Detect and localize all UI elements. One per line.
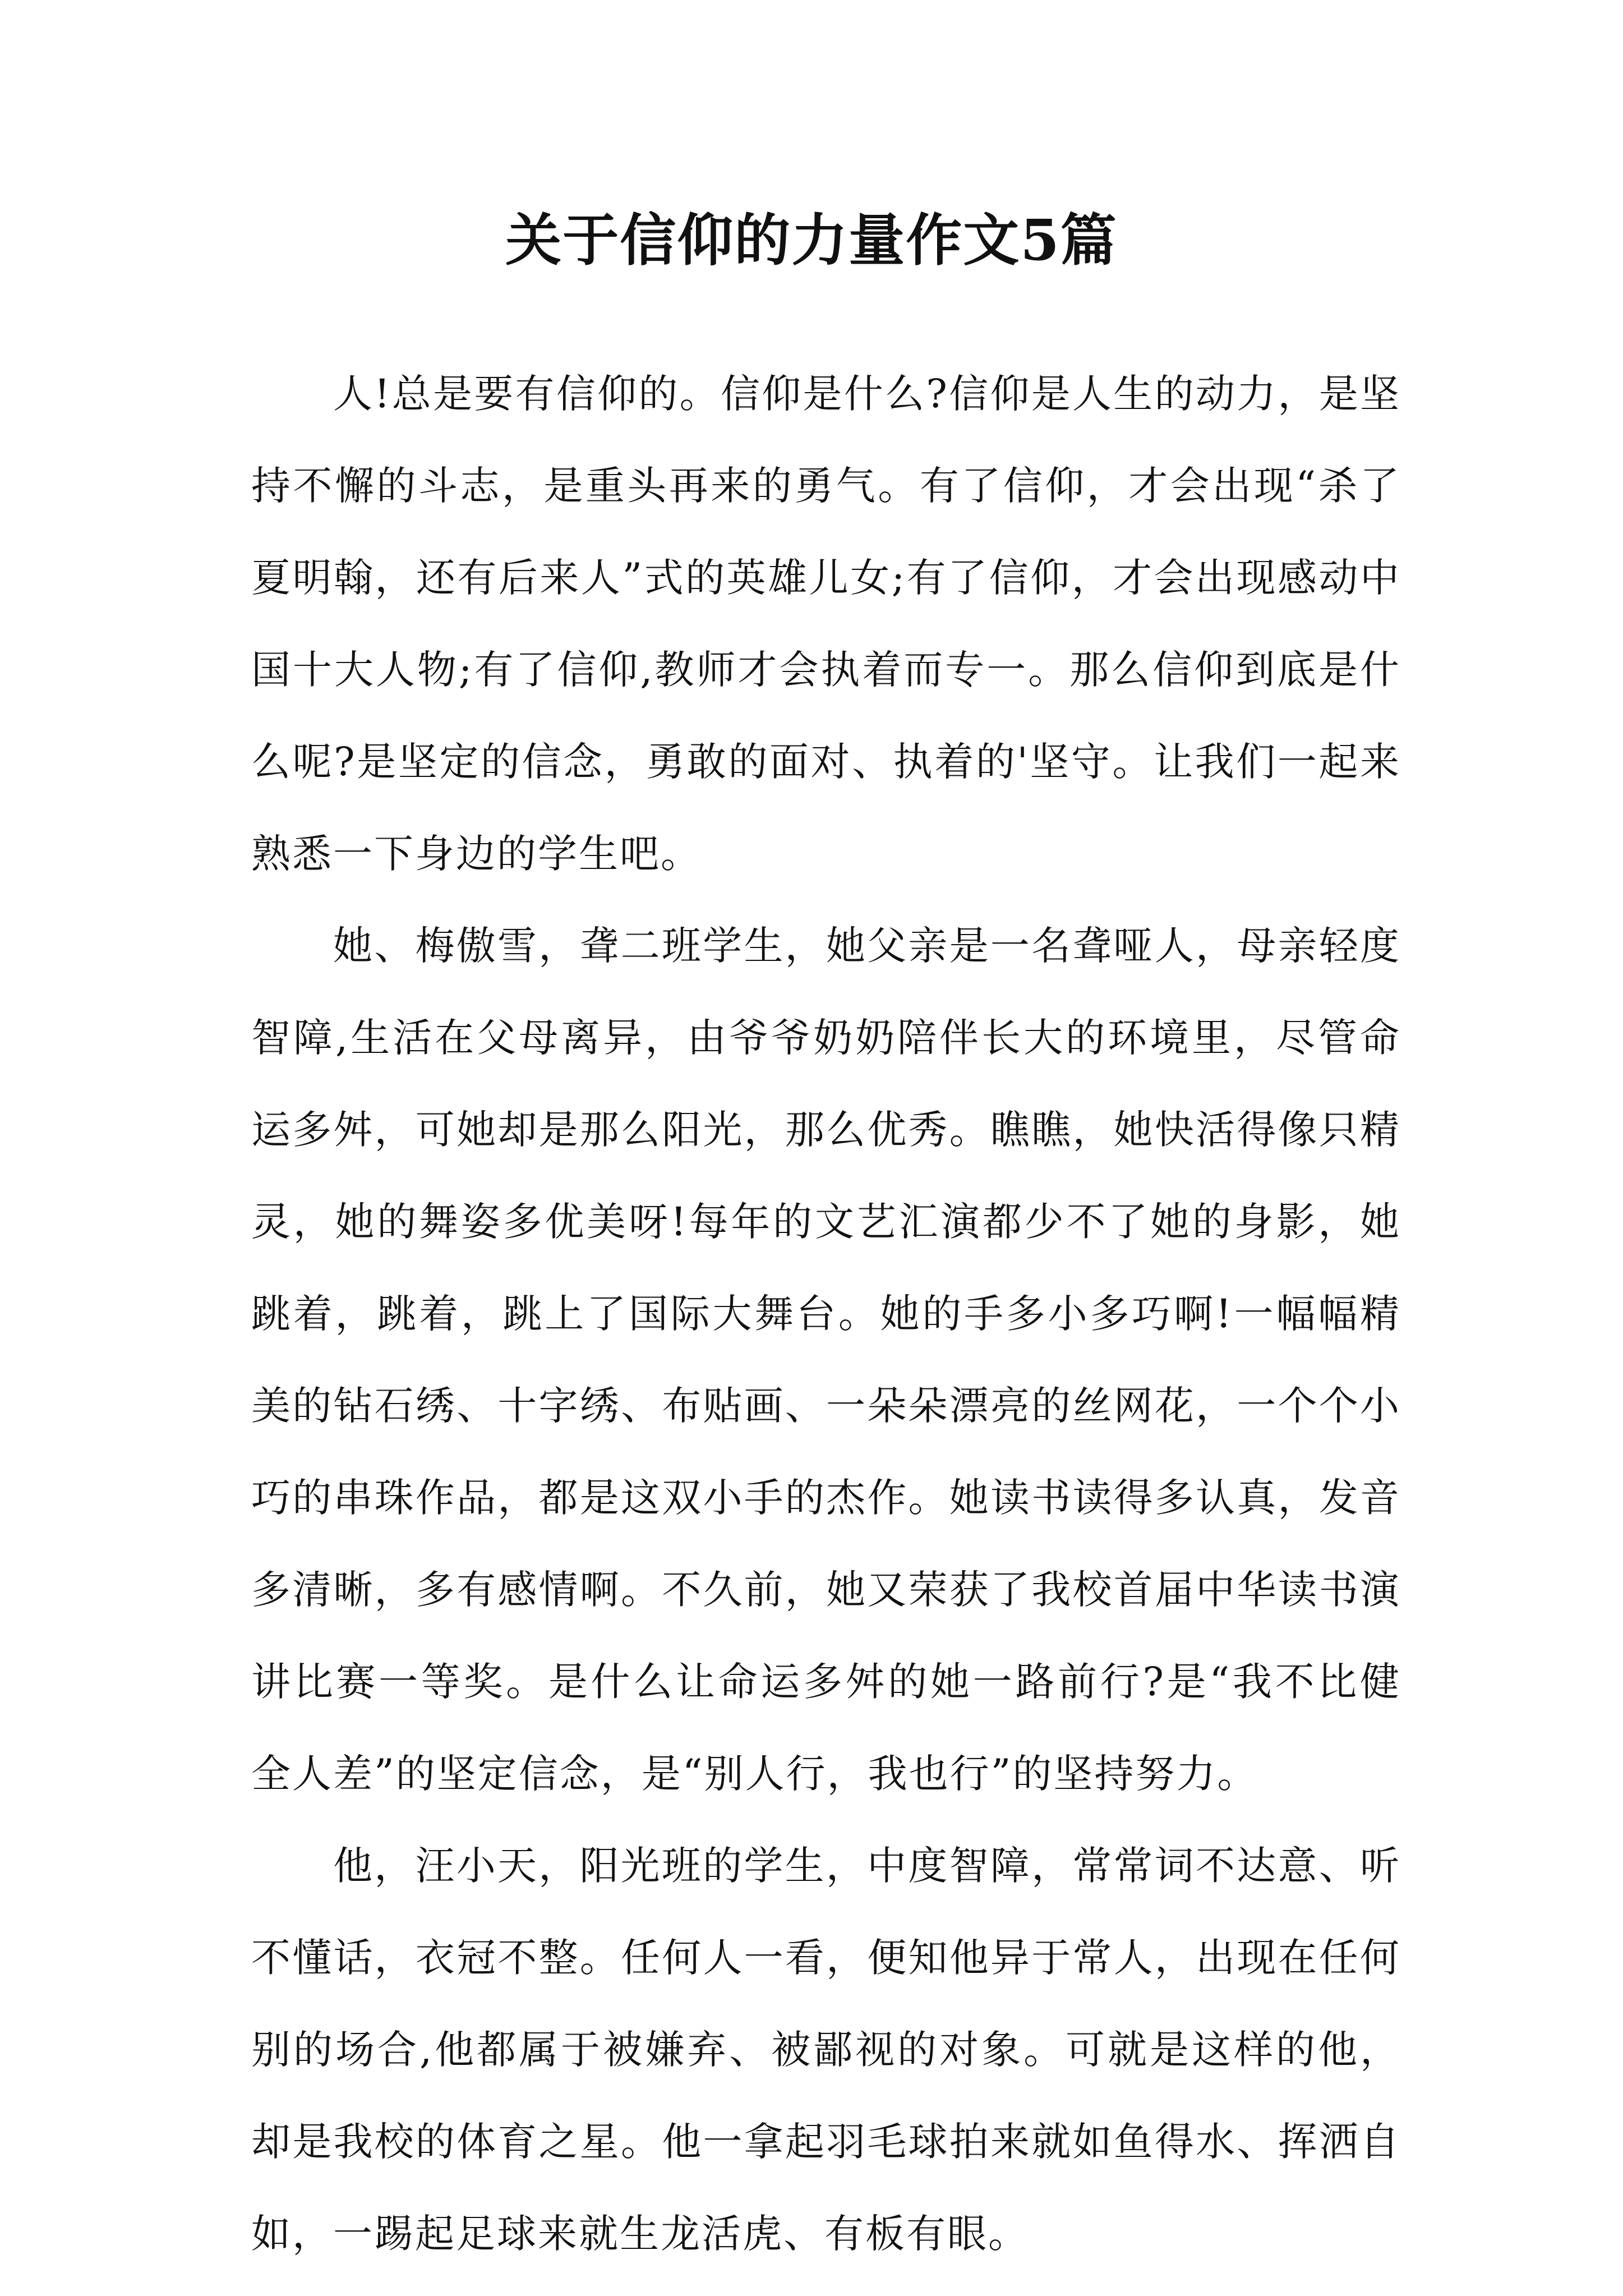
document-body: [251, 348, 1401, 2280]
document-title: 关于信仰的力量作文5篇: [505, 207, 1118, 273]
paragraph-1: 人!总是要有信仰的。信仰是什么?信仰是人生的动力，是坚持不懈的斗志，是重头再来的勇气。有了信仰，才会出现“杀了夏明翰，还有后来人”式的英雄儿女;有了信仰，才会出现感动中国十大人物;有了信仰,教师才会执着而专一。那么信仰到底是什么呢?是坚定的信念，勇敢的面对、执着的'坚守。让我们一起来熟悉一下身边的学生吧。: [251, 371, 1401, 877]
paragraph-3: 他，汪小天，阳光班的学生，中度智障，常常词不达意、听不懂话，衣冠不整。任何人一看，便知他异于常人，出现在任何别的场合,他都属于被嫌弃、被鄙视的对象。可就是这样的他，却是我校的体育之星。他一拿起羽毛球拍来就如鱼得水、挥洒自如，一踢起足球来就生龙活虎、有板有眼。: [251, 1843, 1401, 2257]
paragraph-2: 她、梅傲雪，聋二班学生，她父亲是一名聋哑人，母亲轻度智障,生活在父母离异，由爷爷奶奶陪伴长大的环境里，尽管命运多舛，可她却是那么阳光，那么优秀。瞧瞧，她快活得像只精灵，她的舞姿多优美呀!每年的文艺汇演都少不了她的身影，她跳着，跳着，跳上了国际大舞台。她的手多小多巧啊!一幅幅精美的钻石绣、十字绣、布贴画、一朵朵漂亮的丝网花，一个个小巧的串珠作品，都是这双小手的杰作。她读书读得多认真，发音多清晰，多有感情啊。不久前，她又荣获了我校首届中华读书演讲比赛一等奖。是什么让命运多舛的她一路前行?是“我不比健全人差”的坚定信念，是“别人行，我也行”的坚持努力。: [251, 923, 1401, 1797]
